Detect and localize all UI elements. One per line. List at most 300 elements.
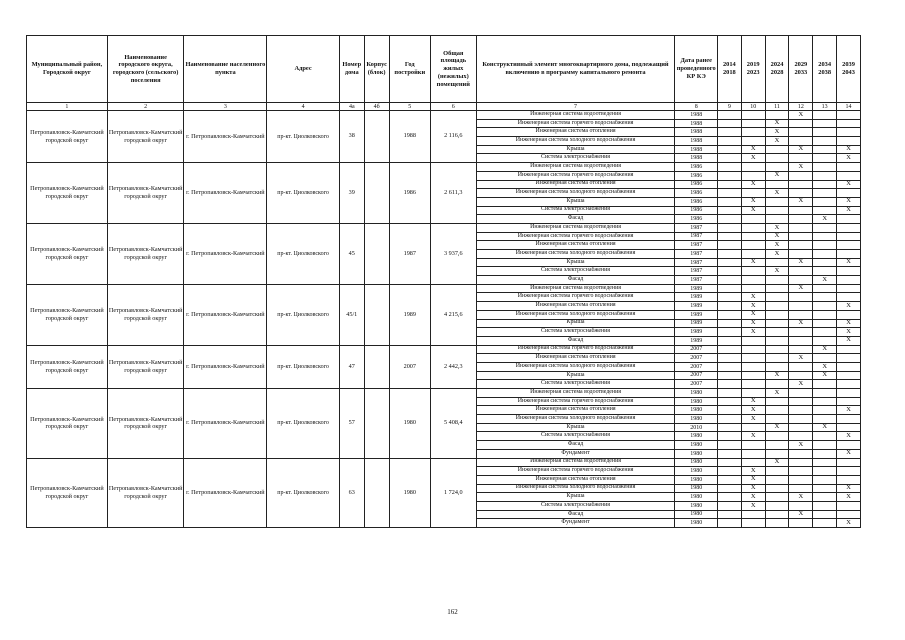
locality-cell: г. Петропавловск-Камчатский [184,345,267,388]
period-mark-cell [837,215,861,224]
settlement-cell: Петропавловск-Камчатский городской округ [107,284,184,345]
period-mark-cell [741,163,765,172]
header-period-2014-2018: 2014 2018 [717,36,741,103]
period-mark-cell: X [765,458,789,467]
period-mark-cell [789,310,813,319]
period-mark-cell: X [741,206,765,215]
structural-element-cell: Инженерная система горячего водоснабжения [476,467,675,476]
period-mark-cell [837,119,861,128]
period-mark-cell [789,302,813,311]
house-number-cell: 57 [339,389,364,459]
block-cell [364,163,389,224]
period-mark-cell: X [741,180,765,189]
prior-repair-date-cell: 1987 [675,241,717,250]
column-number: 8 [675,103,717,111]
block-cell [364,111,389,163]
period-mark-cell [789,232,813,241]
period-mark-cell [717,354,741,363]
settlement-cell: Петропавловск-Камчатский городской округ [107,111,184,163]
structural-element-cell: Инженерная система отопления [476,128,675,137]
structural-element-cell: Инженерная система водоотведения [476,111,675,120]
period-mark-cell [837,345,861,354]
column-number: 4б [364,103,389,111]
period-mark-cell [741,354,765,363]
address-cell: пр-кт. Циолковского [267,163,340,224]
build-year-cell: 1986 [389,163,430,224]
period-mark-cell [741,232,765,241]
period-mark-cell [717,145,741,154]
period-mark-cell [789,475,813,484]
period-mark-cell [789,189,813,198]
block-cell [364,284,389,345]
structural-element-cell: Инженерная система холодного водоснабжения [476,310,675,319]
period-mark-cell: X [789,493,813,502]
period-mark-cell: X [813,423,837,432]
period-mark-cell [717,441,741,450]
area-cell: 2 442,3 [431,345,477,388]
header-settlement: Наименование городского округа, городского (сельского) поселения [107,36,184,103]
prior-repair-date-cell: 2007 [675,345,717,354]
period-mark-cell [789,449,813,458]
prior-repair-date-cell: 1986 [675,171,717,180]
period-mark-cell [789,293,813,302]
address-cell: пр-кт. Циолковского [267,345,340,388]
period-mark-cell [765,276,789,285]
block-cell [364,223,389,284]
structural-element-cell: Инженерная система холодного водоснабжения [476,484,675,493]
period-mark-cell [717,171,741,180]
header-municipality: Муниципальный район, Городской округ [27,36,108,103]
period-mark-cell [717,310,741,319]
header-structural-element: Конструктивный элемент многоквартирного дома, подлежащий включению в программу капитального ремонта [476,36,675,103]
area-cell: 3 937,6 [431,223,477,284]
period-mark-cell: X [741,467,765,476]
header-area: Общая площадь жилых (нежилых) помещений [431,36,477,103]
period-mark-cell [789,267,813,276]
period-mark-cell: X [813,276,837,285]
period-mark-cell [813,354,837,363]
period-mark-cell [789,336,813,345]
period-mark-cell [717,215,741,224]
period-mark-cell: X [837,493,861,502]
period-mark-cell [717,241,741,250]
structural-element-cell: Инженерная система водоотведения [476,163,675,172]
period-mark-cell: X [741,310,765,319]
period-mark-cell [717,423,741,432]
period-mark-cell [813,397,837,406]
prior-repair-date-cell: 1987 [675,276,717,285]
prior-repair-date-cell: 1987 [675,250,717,259]
period-mark-cell [837,475,861,484]
period-mark-cell [765,415,789,424]
prior-repair-date-cell: 1986 [675,197,717,206]
period-mark-cell [789,276,813,285]
prior-repair-date-cell: 1988 [675,119,717,128]
period-mark-cell: X [789,319,813,328]
structural-element-cell: Инженерная система холодного водоснабжения [476,415,675,424]
period-mark-cell: X [837,519,861,528]
table-row [27,389,861,398]
structural-element-cell: Фундамент [476,519,675,528]
period-mark-cell [813,206,837,215]
period-mark-cell [813,310,837,319]
period-mark-cell [789,406,813,415]
period-mark-cell: X [765,137,789,146]
period-mark-cell [813,128,837,137]
prior-repair-date-cell: 1987 [675,258,717,267]
period-mark-cell: X [765,189,789,198]
period-mark-cell [717,484,741,493]
period-mark-cell: X [837,197,861,206]
period-mark-cell: X [741,475,765,484]
header-row [27,36,861,103]
header-period-2034-2038: 2034 2038 [813,36,837,103]
period-mark-cell: X [741,258,765,267]
prior-repair-date-cell: 1980 [675,510,717,519]
column-number: 1 [27,103,108,111]
period-mark-cell [741,441,765,450]
period-mark-cell [741,345,765,354]
period-mark-cell [813,284,837,293]
period-mark-cell [789,519,813,528]
period-mark-cell [717,458,741,467]
period-mark-cell [837,189,861,198]
header-period-2019-2023: 2019 2023 [741,36,765,103]
period-mark-cell: X [741,397,765,406]
area-cell: 1 724,0 [431,458,477,528]
column-number: 12 [789,103,813,111]
period-mark-cell [717,319,741,328]
period-mark-cell [813,293,837,302]
structural-element-cell: Фундамент [476,449,675,458]
period-mark-cell [789,119,813,128]
period-mark-cell [789,137,813,146]
column-number: 4а [339,103,364,111]
period-mark-cell [765,397,789,406]
block-cell [364,458,389,528]
period-mark-cell [717,467,741,476]
period-mark-cell [717,336,741,345]
period-mark-cell [813,510,837,519]
house-number-cell: 39 [339,163,364,224]
period-mark-cell [765,380,789,389]
prior-repair-date-cell: 1987 [675,267,717,276]
table-row [27,163,861,172]
period-mark-cell [837,276,861,285]
period-mark-cell: X [765,119,789,128]
locality-cell: г. Петропавловск-Камчатский [184,284,267,345]
structural-element-cell: Инженерная система водоотведения [476,284,675,293]
period-mark-cell [813,137,837,146]
period-mark-cell: X [789,354,813,363]
period-mark-cell [789,154,813,163]
period-mark-cell [741,423,765,432]
period-mark-cell [717,415,741,424]
period-mark-cell [717,328,741,337]
period-mark-cell [717,163,741,172]
structural-element-cell: Крыша [476,258,675,267]
address-cell: пр-кт. Циолковского [267,223,340,284]
period-mark-cell [837,354,861,363]
area-cell: 5 408,4 [431,389,477,459]
period-mark-cell [717,284,741,293]
period-mark-cell: X [741,501,765,510]
period-mark-cell [789,371,813,380]
structural-element-cell: Инженерная система холодного водоснабжения [476,250,675,259]
prior-repair-date-cell: 1989 [675,310,717,319]
build-year-cell: 1989 [389,284,430,345]
period-mark-cell [789,345,813,354]
structural-element-cell: Инженерная система отопления [476,180,675,189]
build-year-cell: 1988 [389,111,430,163]
period-mark-cell [813,449,837,458]
period-mark-cell [717,362,741,371]
structural-element-cell: Инженерная система водоотведения [476,389,675,398]
column-number: 7 [476,103,675,111]
address-cell: пр-кт. Циолковского [267,458,340,528]
municipality-cell: Петропавловск-Камчатский городской округ [27,345,108,388]
address-cell: пр-кт. Циолковского [267,389,340,459]
period-mark-cell: X [765,241,789,250]
house-number-cell: 38 [339,111,364,163]
table-row [27,458,861,467]
period-mark-cell [837,171,861,180]
structural-element-cell: Система электроснабжения [476,267,675,276]
period-mark-cell [765,284,789,293]
header-address: Адрес [267,36,340,103]
period-mark-cell: X [765,423,789,432]
prior-repair-date-cell: 1980 [675,432,717,441]
period-mark-cell [789,415,813,424]
period-mark-cell [717,189,741,198]
structural-element-cell: Инженерная система горячего водоснабжения [476,397,675,406]
period-mark-cell [813,267,837,276]
period-mark-cell [837,223,861,232]
column-number: 2 [107,103,184,111]
period-mark-cell [717,302,741,311]
locality-cell: г. Петропавловск-Камчатский [184,163,267,224]
period-mark-cell: X [741,328,765,337]
period-mark-cell [765,432,789,441]
period-mark-cell [717,267,741,276]
period-mark-cell [813,241,837,250]
period-mark-cell [717,137,741,146]
prior-repair-date-cell: 1986 [675,206,717,215]
prior-repair-date-cell: 1989 [675,319,717,328]
period-mark-cell [717,276,741,285]
period-mark-cell [813,163,837,172]
period-mark-cell [765,475,789,484]
house-number-cell: 45 [339,223,364,284]
period-mark-cell [813,415,837,424]
structural-element-cell: Система электроснабжения [476,206,675,215]
period-mark-cell [765,493,789,502]
period-mark-cell: X [789,258,813,267]
period-mark-cell [813,145,837,154]
period-mark-cell: X [765,371,789,380]
period-mark-cell [741,276,765,285]
period-mark-cell [741,362,765,371]
structural-element-cell: Инженерная система водоотведения [476,223,675,232]
prior-repair-date-cell: 2010 [675,423,717,432]
period-mark-cell [789,389,813,398]
period-mark-cell [717,475,741,484]
prior-repair-date-cell: 1986 [675,180,717,189]
period-mark-cell [741,371,765,380]
page-number: 162 [447,608,458,616]
period-mark-cell: X [813,345,837,354]
period-mark-cell [717,180,741,189]
period-mark-cell [765,310,789,319]
period-mark-cell: X [837,449,861,458]
period-mark-cell [813,493,837,502]
capital-repair-table [26,35,861,528]
period-mark-cell [765,215,789,224]
municipality-cell: Петропавловск-Камчатский городской округ [27,389,108,459]
period-mark-cell: X [813,371,837,380]
period-mark-cell [765,154,789,163]
structural-element-cell: Система электроснабжения [476,154,675,163]
period-mark-cell [717,380,741,389]
period-mark-cell [837,380,861,389]
period-mark-cell: X [741,302,765,311]
area-cell: 2 611,3 [431,163,477,224]
prior-repair-date-cell: 1980 [675,458,717,467]
period-mark-cell [837,241,861,250]
prior-repair-date-cell: 1980 [675,406,717,415]
period-mark-cell: X [741,493,765,502]
period-mark-cell [741,215,765,224]
period-mark-cell [837,137,861,146]
period-mark-cell [813,189,837,198]
prior-repair-date-cell: 1988 [675,145,717,154]
period-mark-cell: X [789,145,813,154]
period-mark-cell [813,519,837,528]
period-mark-cell [813,501,837,510]
prior-repair-date-cell: 1980 [675,449,717,458]
period-mark-cell [741,449,765,458]
period-mark-cell [765,501,789,510]
period-mark-cell [837,501,861,510]
settlement-cell: Петропавловск-Камчатский городской округ [107,163,184,224]
period-mark-cell [717,258,741,267]
build-year-cell: 1987 [389,223,430,284]
period-mark-cell [741,284,765,293]
header-house-number: Номер дома [339,36,364,103]
prior-repair-date-cell: 1987 [675,232,717,241]
period-mark-cell [741,189,765,198]
period-mark-cell: X [741,293,765,302]
period-mark-cell [717,197,741,206]
period-mark-cell: X [837,206,861,215]
prior-repair-date-cell: 1986 [675,163,717,172]
period-mark-cell [837,389,861,398]
prior-repair-date-cell: 1980 [675,493,717,502]
table-row [27,111,861,120]
structural-element-cell: Инженерная система водоотведения [476,458,675,467]
municipality-cell: Петропавловск-Камчатский городской округ [27,163,108,224]
period-mark-cell [813,180,837,189]
period-mark-cell [813,258,837,267]
column-number: 14 [837,103,861,111]
header-block: Корпус (блок) [364,36,389,103]
column-number: 11 [765,103,789,111]
prior-repair-date-cell: 1980 [675,519,717,528]
structural-element-cell: Фасад [476,441,675,450]
structural-element-cell: Инженерная система холодного водоснабжения [476,137,675,146]
period-mark-cell [837,284,861,293]
period-mark-cell [717,154,741,163]
period-mark-cell [741,223,765,232]
column-number: 3 [184,103,267,111]
structural-element-cell: Система электроснабжения [476,380,675,389]
prior-repair-date-cell: 1988 [675,128,717,137]
period-mark-cell: X [837,258,861,267]
table-header [27,36,861,111]
structural-element-cell: Крыша [476,493,675,502]
table-row [27,223,861,232]
period-mark-cell [717,519,741,528]
period-mark-cell [789,206,813,215]
period-mark-cell: X [741,319,765,328]
period-mark-cell [717,449,741,458]
structural-element-cell: Инженерная система холодного водоснабжения [476,362,675,371]
structural-element-cell: Крыша [476,145,675,154]
prior-repair-date-cell: 1986 [675,215,717,224]
structural-element-cell: Инженерная система отопления [476,475,675,484]
period-mark-cell: X [837,406,861,415]
period-mark-cell [741,510,765,519]
period-mark-cell [765,293,789,302]
period-mark-cell [765,180,789,189]
period-mark-cell [813,458,837,467]
period-mark-cell: X [765,250,789,259]
period-mark-cell [813,154,837,163]
period-mark-cell [765,197,789,206]
period-mark-cell [813,197,837,206]
structural-element-cell: Инженерная система горячего водоснабжения [476,345,675,354]
period-mark-cell [837,441,861,450]
structural-element-cell: Крыша [476,197,675,206]
period-mark-cell [837,510,861,519]
period-mark-cell [765,362,789,371]
period-mark-cell [837,458,861,467]
structural-element-cell: Инженерная система отопления [476,406,675,415]
period-mark-cell [837,467,861,476]
column-number-row [27,103,861,111]
prior-repair-date-cell: 2007 [675,362,717,371]
column-number: 9 [717,103,741,111]
prior-repair-date-cell: 1980 [675,467,717,476]
period-mark-cell: X [789,441,813,450]
period-mark-cell [765,354,789,363]
period-mark-cell [741,250,765,259]
structural-element-cell: Система электроснабжения [476,501,675,510]
period-mark-cell [813,328,837,337]
structural-element-cell: Инженерная система горячего водоснабжения [476,171,675,180]
prior-repair-date-cell: 1989 [675,328,717,337]
period-mark-cell: X [837,145,861,154]
address-cell: пр-кт. Циолковского [267,284,340,345]
period-mark-cell [789,241,813,250]
period-mark-cell: X [765,232,789,241]
table-body [27,111,861,528]
build-year-cell: 2007 [389,345,430,388]
period-mark-cell [837,415,861,424]
structural-element-cell: Инженерная система горячего водоснабжения [476,232,675,241]
period-mark-cell [765,467,789,476]
period-mark-cell [837,111,861,120]
